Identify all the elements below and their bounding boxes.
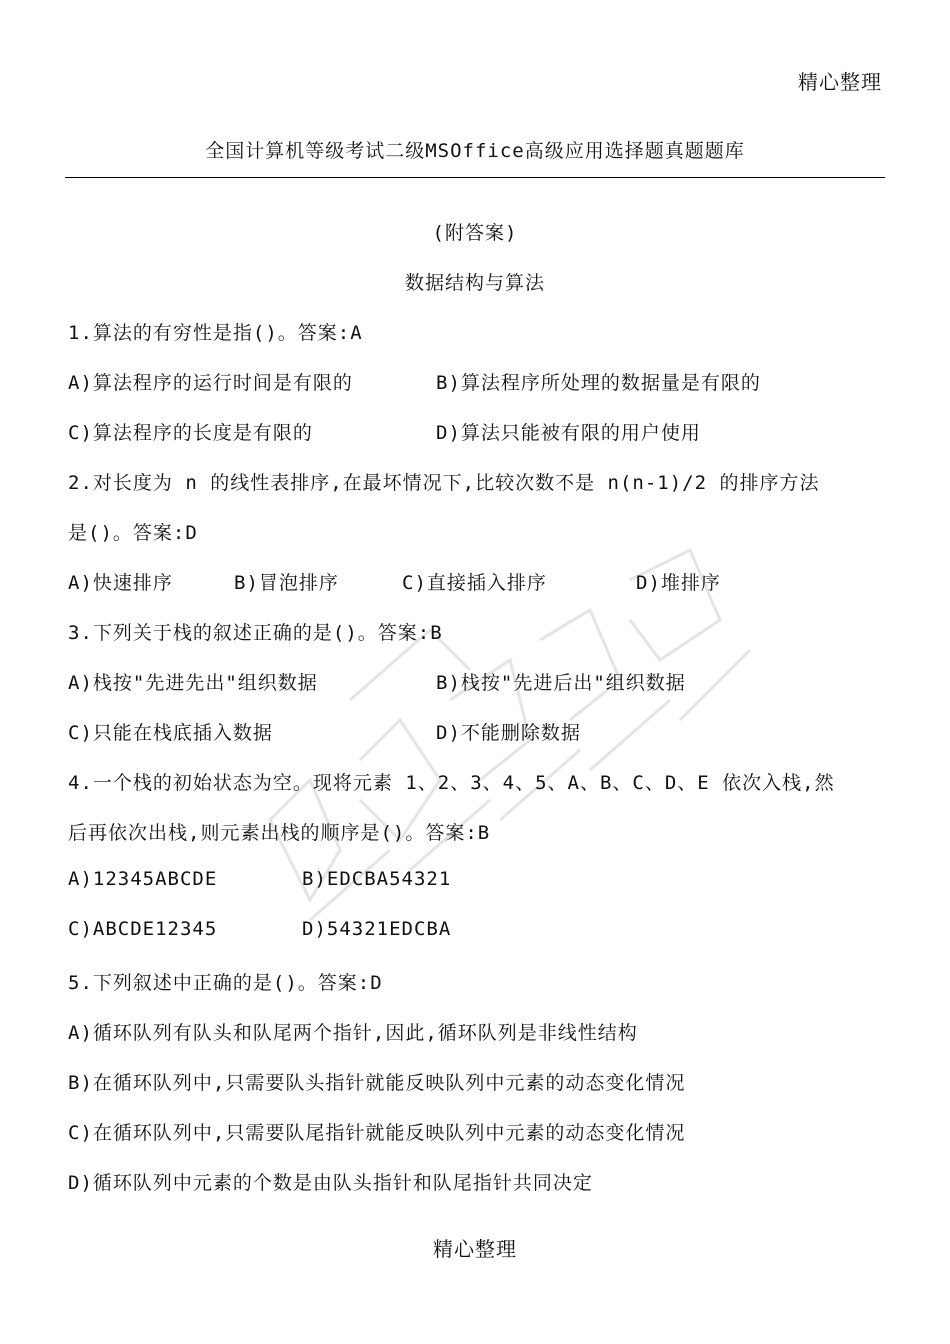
answer-note: (附答案) bbox=[432, 222, 518, 244]
question-3-option-b: B)栈按"先进后出"组织数据 bbox=[436, 672, 686, 694]
question-1-option-c: C)算法程序的长度是有限的 bbox=[68, 422, 313, 444]
question-4-option-c: C)ABCDE12345 bbox=[68, 918, 218, 940]
question-5-option-d: D)循环队列中元素的个数是由队头指针和队尾指针共同决定 bbox=[68, 1172, 593, 1194]
question-3-option-a: A)栈按"先进先出"组织数据 bbox=[68, 672, 318, 694]
footer-watermark-text: 精心整理 bbox=[433, 1237, 517, 1261]
question-1-option-b: B)算法程序所处理的数据量是有限的 bbox=[436, 372, 761, 394]
question-3-option-d: D)不能删除数据 bbox=[436, 722, 581, 744]
question-2-option-b: B)冒泡排序 bbox=[234, 572, 339, 594]
question-5-option-a: A)循环队列有队头和队尾两个指针,因此,循环队列是非线性结构 bbox=[68, 1022, 638, 1044]
question-3-text: 3.下列关于栈的叙述正确的是()。答案:B bbox=[68, 622, 443, 644]
title-divider bbox=[65, 177, 885, 178]
question-4-text-line-2: 后再依次出栈,则元素出栈的顺序是()。答案:B bbox=[68, 822, 491, 844]
question-4-option-a: A)12345ABCDE bbox=[68, 868, 218, 890]
question-2-text-line-1: 2.对长度为 n 的线性表排序,在最坏情况下,比较次数不是 n(n-1)/2 的排序方法 bbox=[68, 472, 820, 494]
header-watermark-text: 精心整理 bbox=[798, 70, 882, 94]
question-2-option-a: A)快速排序 bbox=[68, 572, 173, 594]
section-heading: 数据结构与算法 bbox=[404, 272, 545, 294]
document-title: 全国计算机等级考试二级MSOffice高级应用选择题真题题库 bbox=[205, 140, 745, 162]
question-4-text-line-1: 4.一个栈的初始状态为空。现将元素 1、2、3、4、5、A、B、C、D、E 依次入栈,然 bbox=[68, 772, 835, 794]
question-3-option-c: C)只能在栈底插入数据 bbox=[68, 722, 273, 744]
question-5-option-c: C)在循环队列中,只需要队尾指针就能反映队列中元素的动态变化情况 bbox=[68, 1122, 686, 1144]
question-2-text-line-2: 是()。答案:D bbox=[68, 522, 198, 544]
question-2-option-d: D)堆排序 bbox=[636, 572, 721, 594]
question-1-option-d: D)算法只能被有限的用户使用 bbox=[436, 422, 701, 444]
question-4-option-d: D)54321EDCBA bbox=[302, 918, 452, 940]
question-4-option-b: B)EDCBA54321 bbox=[302, 868, 452, 890]
question-1-option-a: A)算法程序的运行时间是有限的 bbox=[68, 372, 353, 394]
question-1-text: 1.算法的有穷性是指()。答案:A bbox=[68, 322, 363, 344]
question-5-text: 5.下列叙述中正确的是()。答案:D bbox=[68, 972, 383, 994]
question-5-option-b: B)在循环队列中,只需要队头指针就能反映队列中元素的动态变化情况 bbox=[68, 1072, 686, 1094]
question-2-option-c: C)直接插入排序 bbox=[402, 572, 547, 594]
